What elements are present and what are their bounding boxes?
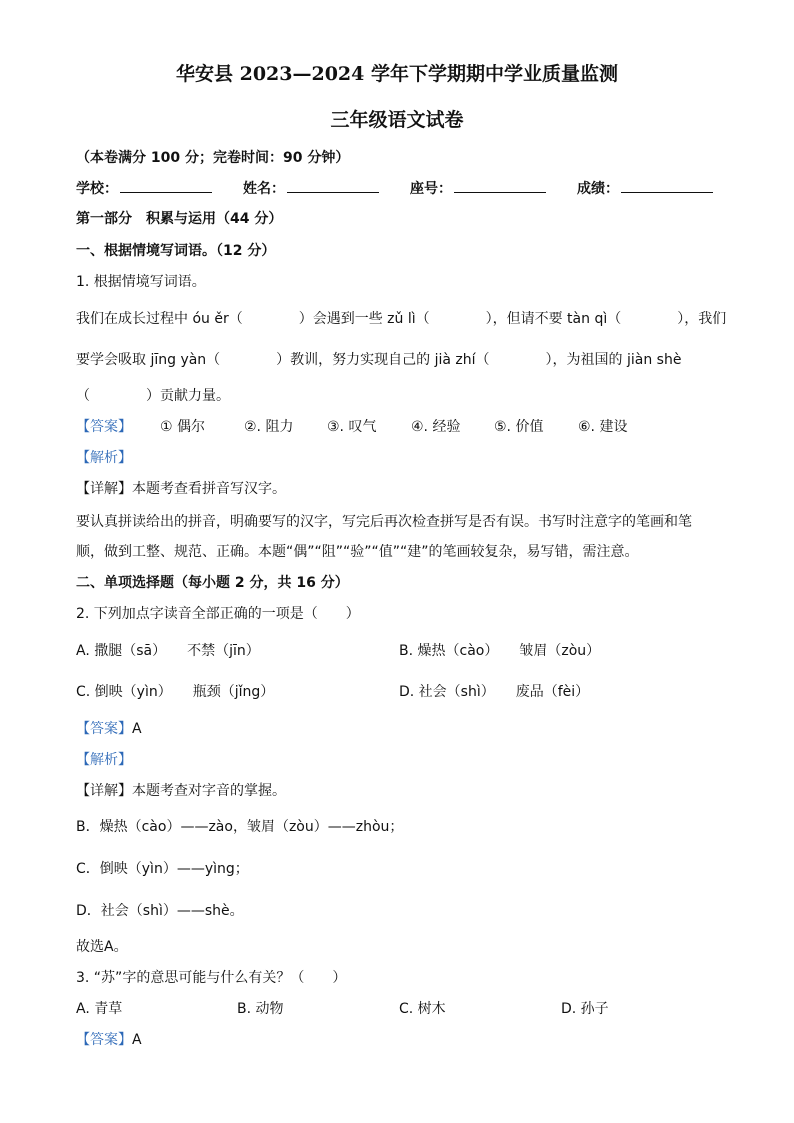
answer-item: ④. 经验 — [411, 419, 461, 435]
answer-item: ②. 阻力 — [244, 419, 294, 435]
field-school-label: 学校： — [76, 181, 118, 197]
detail-text: 【详解】本题考查对字音的掌握。 — [76, 783, 286, 799]
option-a[interactable]: A. 青草 — [76, 1001, 123, 1017]
answer-label: 【答案】 — [76, 1032, 132, 1048]
answer-item: ⑤. 价值 — [494, 419, 544, 435]
conclusion-text: 故选A。 — [76, 939, 128, 955]
field-name — [243, 180, 379, 198]
note-line: B．燥热（cào）——zào，皱眉（zòu）——zhòu； — [76, 819, 404, 835]
answer-item: ⑥. 建设 — [578, 419, 628, 435]
answer-value: A — [132, 1032, 142, 1048]
question-1-line: 我们在成长过程中 óu ěr（ ）会遇到一些 zǔ lì（ ），但请不要 tàn qì（ ），我们 — [76, 311, 727, 327]
answer-label: 【答案】 — [76, 419, 132, 435]
school-blank[interactable] — [120, 180, 212, 193]
analysis-label: 【解析】 — [76, 752, 132, 768]
analysis-label: 【解析】 — [76, 450, 132, 466]
answer-item: ③. 叹气 — [327, 419, 377, 435]
score-blank[interactable] — [621, 180, 713, 193]
name-blank[interactable] — [287, 180, 379, 193]
explanation-line: 顺，做到工整、规范、正确。本题“偶”“阻”“验”“值”“建”的笔画较复杂，易写错，需注意。 — [76, 544, 639, 560]
question-1-line: （ ）贡献力量。 — [76, 388, 230, 404]
option-c[interactable]: C. 倒映（yìn） 瓶颈（jǐng） — [76, 684, 275, 700]
field-score-label: 成绩： — [577, 181, 619, 197]
answer-row — [76, 720, 142, 738]
question-2-stem: 2. 下列加点字读音全部正确的一项是（ ） — [76, 606, 360, 622]
option-d[interactable]: D. 社会（shì） 废品（fèi） — [399, 684, 590, 700]
question-3-stem: 3. “苏”字的意思可能与什么有关？（ ） — [76, 970, 347, 986]
field-seat-label: 座号： — [410, 181, 452, 197]
field-school — [76, 180, 212, 198]
exam-meta: （本卷满分 100 分；完卷时间：90 分钟） — [76, 150, 350, 166]
note-line: C．倒映（yìn）——yìng； — [76, 861, 249, 877]
part-heading: 第一部分 积累与运用（44 分） — [76, 211, 283, 227]
answer-label: 【答案】 — [76, 721, 132, 737]
note-line: D．社会（shì）——shè。 — [76, 903, 244, 919]
question-1-title: 1. 根据情境写词语。 — [76, 274, 206, 290]
section1-heading: 一、根据情境写词语。（12 分） — [76, 243, 276, 259]
answer-row — [76, 1031, 142, 1049]
seat-blank[interactable] — [454, 180, 546, 193]
page-subtitle: 三年级语文试卷 — [330, 109, 464, 131]
section2-heading: 二、单项选择题（每小题 2 分，共 16 分） — [76, 575, 349, 591]
option-b[interactable]: B. 燥热（cào） 皱眉（zòu） — [399, 643, 601, 659]
page-title: 华安县 2023—2024 学年下学期期中学业质量监测 — [176, 63, 618, 85]
field-name-label: 姓名： — [243, 181, 285, 197]
option-d[interactable]: D. 孙子 — [561, 1001, 609, 1017]
option-b[interactable]: B. 动物 — [237, 1001, 284, 1017]
detail-text: 【详解】本题考查看拼音写汉字。 — [76, 481, 286, 497]
question-1-line: 要学会吸取 jīng yàn（ ）教训，努力实现自己的 jià zhí（ ），为祖国的 jiàn shè — [76, 352, 682, 368]
option-c[interactable]: C. 树木 — [399, 1001, 446, 1017]
field-score — [577, 180, 713, 198]
answer-value: A — [132, 721, 142, 737]
answer-item: ① 偶尔 — [160, 419, 206, 435]
field-seat — [410, 180, 546, 198]
option-a[interactable]: A. 撒腿（sā） 不禁（jīn） — [76, 643, 260, 659]
explanation-line: 要认真拼读给出的拼音，明确要写的汉字，写完后再次检查拼写是否有误。书写时注意字的笔画和笔 — [76, 514, 692, 530]
